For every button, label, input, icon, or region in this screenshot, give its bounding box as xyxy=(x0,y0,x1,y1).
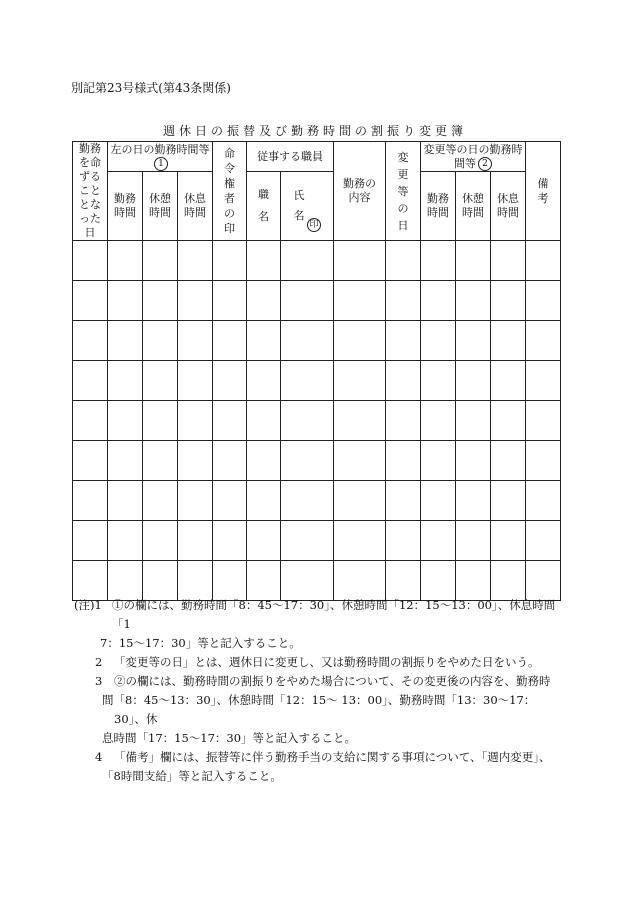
empty-cell[interactable] xyxy=(456,481,491,521)
empty-cell[interactable] xyxy=(108,241,143,281)
empty-cell[interactable] xyxy=(334,361,386,401)
empty-cell[interactable] xyxy=(73,321,108,361)
empty-cell[interactable] xyxy=(247,281,281,321)
header-content-label: 勤務の内容 xyxy=(343,177,376,204)
header-work-hours-label: 勤務時間 xyxy=(114,192,136,220)
empty-cell[interactable] xyxy=(491,441,526,481)
empty-cell[interactable] xyxy=(247,561,281,601)
empty-cell[interactable] xyxy=(108,401,143,441)
header-position-label: 職名 xyxy=(258,188,269,224)
empty-cell[interactable] xyxy=(526,321,561,361)
empty-cell[interactable] xyxy=(281,361,334,401)
empty-cell[interactable] xyxy=(456,321,491,361)
empty-cell[interactable] xyxy=(143,481,178,521)
empty-cell[interactable] xyxy=(143,361,178,401)
header-change-date-label: 変更等の日 xyxy=(397,150,409,232)
empty-cell[interactable] xyxy=(178,321,213,361)
empty-cell[interactable] xyxy=(456,241,491,281)
empty-cell[interactable] xyxy=(526,281,561,321)
empty-cell[interactable] xyxy=(108,521,143,561)
header-remarks-cell xyxy=(526,142,561,241)
empty-cell[interactable] xyxy=(386,241,421,281)
header-changed-rest-time-cell xyxy=(491,172,526,241)
empty-cell[interactable] xyxy=(526,521,561,561)
empty-cell[interactable] xyxy=(421,481,456,521)
empty-cell[interactable] xyxy=(491,521,526,561)
empty-cell[interactable] xyxy=(213,361,247,401)
empty-cell[interactable] xyxy=(334,561,386,601)
note-text: 「備考」欄には、振替等に伴う勤務手当の支給に関する事項について、「週内変更」、 「8時間支給」等と記入すること。 xyxy=(102,750,551,783)
empty-cell[interactable] xyxy=(526,561,561,601)
header-date-cell xyxy=(73,142,108,241)
empty-cell[interactable] xyxy=(421,521,456,561)
empty-cell[interactable] xyxy=(456,441,491,481)
empty-cell[interactable] xyxy=(334,481,386,521)
empty-cell[interactable] xyxy=(213,321,247,361)
note-item-3 xyxy=(76,672,566,748)
empty-cell[interactable] xyxy=(178,401,213,441)
empty-cell[interactable] xyxy=(281,241,334,281)
empty-cell[interactable] xyxy=(526,361,561,401)
header-changed-group-cell xyxy=(421,142,526,172)
empty-cell[interactable] xyxy=(73,441,108,481)
empty-cell[interactable] xyxy=(334,241,386,281)
form-title: 週休日の振替及び勤務時間の割振り変更簿 xyxy=(162,124,467,138)
empty-cell[interactable] xyxy=(526,481,561,521)
empty-cell[interactable] xyxy=(108,321,143,361)
empty-cell[interactable] xyxy=(491,401,526,441)
header-break-time-cell xyxy=(143,172,178,241)
table-row xyxy=(73,281,561,321)
table-body xyxy=(73,241,561,601)
empty-cell[interactable] xyxy=(178,441,213,481)
empty-cell[interactable] xyxy=(386,561,421,601)
header-name-label: 氏名 xyxy=(293,189,305,223)
empty-cell[interactable] xyxy=(247,361,281,401)
seal-mark-icon: 印 xyxy=(307,218,321,232)
header-rest-time-cell xyxy=(178,172,213,241)
empty-cell[interactable] xyxy=(456,281,491,321)
form-reference: 別記第23号様式(第43条関係) xyxy=(71,81,231,95)
empty-cell[interactable] xyxy=(108,561,143,601)
table-row xyxy=(73,241,561,281)
empty-cell[interactable] xyxy=(334,401,386,441)
empty-cell[interactable] xyxy=(213,521,247,561)
empty-cell[interactable] xyxy=(178,521,213,561)
empty-cell[interactable] xyxy=(143,321,178,361)
empty-cell[interactable] xyxy=(526,441,561,481)
empty-cell[interactable] xyxy=(213,481,247,521)
empty-cell[interactable] xyxy=(456,361,491,401)
empty-cell[interactable] xyxy=(421,321,456,361)
empty-cell[interactable] xyxy=(143,441,178,481)
note-text: 「変更等の日」とは、週休日に変更し、又は勤務時間の割振りをやめた日をいう。 xyxy=(114,655,540,669)
empty-cell[interactable] xyxy=(281,481,334,521)
empty-cell[interactable] xyxy=(334,321,386,361)
empty-cell[interactable] xyxy=(73,521,108,561)
empty-cell[interactable] xyxy=(213,561,247,601)
header-staff-group-label: 従事する職員 xyxy=(257,149,323,163)
empty-cell[interactable] xyxy=(491,561,526,601)
empty-cell[interactable] xyxy=(73,361,108,401)
header-left-group-label: 左の日の勤務時間等 xyxy=(110,142,210,156)
notes-section xyxy=(76,596,566,786)
empty-cell[interactable] xyxy=(213,441,247,481)
table-row xyxy=(73,441,561,481)
empty-cell[interactable] xyxy=(386,361,421,401)
empty-cell[interactable] xyxy=(491,321,526,361)
header-remarks-label: 備考 xyxy=(537,177,549,205)
empty-cell[interactable] xyxy=(491,241,526,281)
empty-cell[interactable] xyxy=(178,561,213,601)
header-changed-group-label: 変更等の日の勤務時間等 xyxy=(423,142,523,170)
empty-cell[interactable] xyxy=(73,281,108,321)
empty-cell[interactable] xyxy=(247,441,281,481)
empty-cell[interactable] xyxy=(386,321,421,361)
empty-cell[interactable] xyxy=(73,481,108,521)
empty-cell[interactable] xyxy=(213,401,247,441)
empty-cell[interactable] xyxy=(386,401,421,441)
note-item-2 xyxy=(76,653,566,672)
empty-cell[interactable] xyxy=(178,481,213,521)
empty-cell[interactable] xyxy=(247,321,281,361)
header-left-group-cell xyxy=(108,142,213,172)
empty-cell[interactable] xyxy=(73,401,108,441)
empty-cell[interactable] xyxy=(281,441,334,481)
empty-cell[interactable] xyxy=(108,441,143,481)
empty-cell[interactable] xyxy=(421,361,456,401)
table-row xyxy=(73,481,561,521)
header-changed-break-time-label: 休憩時間 xyxy=(462,192,484,220)
header-seal-label: 命令権者の印 xyxy=(224,147,235,235)
header-position-cell xyxy=(247,172,281,241)
empty-cell[interactable] xyxy=(491,481,526,521)
empty-cell[interactable] xyxy=(178,241,213,281)
empty-cell[interactable] xyxy=(73,561,108,601)
empty-cell[interactable] xyxy=(386,281,421,321)
empty-cell[interactable] xyxy=(143,561,178,601)
empty-cell[interactable] xyxy=(456,401,491,441)
empty-cell[interactable] xyxy=(143,241,178,281)
table-row xyxy=(73,321,561,361)
empty-cell[interactable] xyxy=(526,241,561,281)
empty-cell[interactable] xyxy=(108,481,143,521)
table-row xyxy=(73,401,561,441)
empty-cell[interactable] xyxy=(491,281,526,321)
empty-cell[interactable] xyxy=(247,241,281,281)
note-text: ①の欄には、勤務時間「8：45～17：30」、休憩時間「12：15～13：00」、休息時間 「1 7：15～17：30」等と記入すること。 xyxy=(100,598,567,650)
header-changed-work-hours-cell xyxy=(421,172,456,241)
empty-cell[interactable] xyxy=(421,401,456,441)
change-register-table xyxy=(72,141,561,601)
empty-cell[interactable] xyxy=(108,281,143,321)
header-change-date-cell xyxy=(386,142,421,241)
header-name-cell xyxy=(281,172,334,241)
empty-cell[interactable] xyxy=(143,401,178,441)
note-number: (注)1 xyxy=(74,598,102,612)
empty-cell[interactable] xyxy=(143,281,178,321)
empty-cell[interactable] xyxy=(386,481,421,521)
circled-1-icon: 1 xyxy=(154,157,168,171)
header-changed-break-time-cell xyxy=(456,172,491,241)
empty-cell[interactable] xyxy=(421,281,456,321)
empty-cell[interactable] xyxy=(421,441,456,481)
header-date-label: 勤務を命ずることとなった日 xyxy=(79,142,101,239)
empty-cell[interactable] xyxy=(526,401,561,441)
empty-cell[interactable] xyxy=(247,401,281,441)
table-row xyxy=(73,561,561,601)
empty-cell[interactable] xyxy=(281,321,334,361)
empty-cell[interactable] xyxy=(334,521,386,561)
empty-cell[interactable] xyxy=(421,561,456,601)
empty-cell[interactable] xyxy=(421,241,456,281)
note-item-4 xyxy=(76,748,566,786)
empty-cell[interactable] xyxy=(281,521,334,561)
empty-cell[interactable] xyxy=(456,521,491,561)
header-changed-rest-time-label: 休息時間 xyxy=(497,192,519,220)
empty-cell[interactable] xyxy=(456,561,491,601)
table-row xyxy=(73,361,561,401)
header-break-time-label: 休憩時間 xyxy=(149,192,171,220)
empty-cell[interactable] xyxy=(73,241,108,281)
circled-2-icon: 2 xyxy=(478,157,492,171)
empty-cell[interactable] xyxy=(334,441,386,481)
header-changed-work-hours-label: 勤務時間 xyxy=(427,192,449,220)
empty-cell[interactable] xyxy=(386,521,421,561)
header-rest-time-label: 休息時間 xyxy=(184,192,206,220)
note-number: 2 xyxy=(95,655,103,669)
note-item-1 xyxy=(76,596,566,653)
empty-cell[interactable] xyxy=(386,441,421,481)
empty-cell[interactable] xyxy=(213,241,247,281)
empty-cell[interactable] xyxy=(281,561,334,601)
empty-cell[interactable] xyxy=(178,361,213,401)
empty-cell[interactable] xyxy=(143,521,178,561)
empty-cell[interactable] xyxy=(491,361,526,401)
header-staff-group-cell xyxy=(247,142,334,172)
empty-cell[interactable] xyxy=(334,281,386,321)
empty-cell[interactable] xyxy=(108,361,143,401)
table-row xyxy=(73,521,561,561)
empty-cell[interactable] xyxy=(281,281,334,321)
header-content-cell xyxy=(334,142,386,241)
header-work-hours-cell xyxy=(108,172,143,241)
empty-cell[interactable] xyxy=(178,281,213,321)
header-seal-cell xyxy=(213,142,247,241)
empty-cell[interactable] xyxy=(247,521,281,561)
empty-cell[interactable] xyxy=(247,481,281,521)
note-text: ②の欄には、勤務時間の割振りをやめた場合について、その変更後の内容を、勤務時 間「8：45～13：30」、休憩時間「12：15～ 13：00」、勤務時間「13：30～17：30」、休 息時間「17：15～17：30」等と記入すること。 xyxy=(102,674,551,745)
empty-cell[interactable] xyxy=(213,281,247,321)
empty-cell[interactable] xyxy=(281,401,334,441)
note-number: 3 xyxy=(95,674,103,688)
note-number: 4 xyxy=(95,750,103,764)
